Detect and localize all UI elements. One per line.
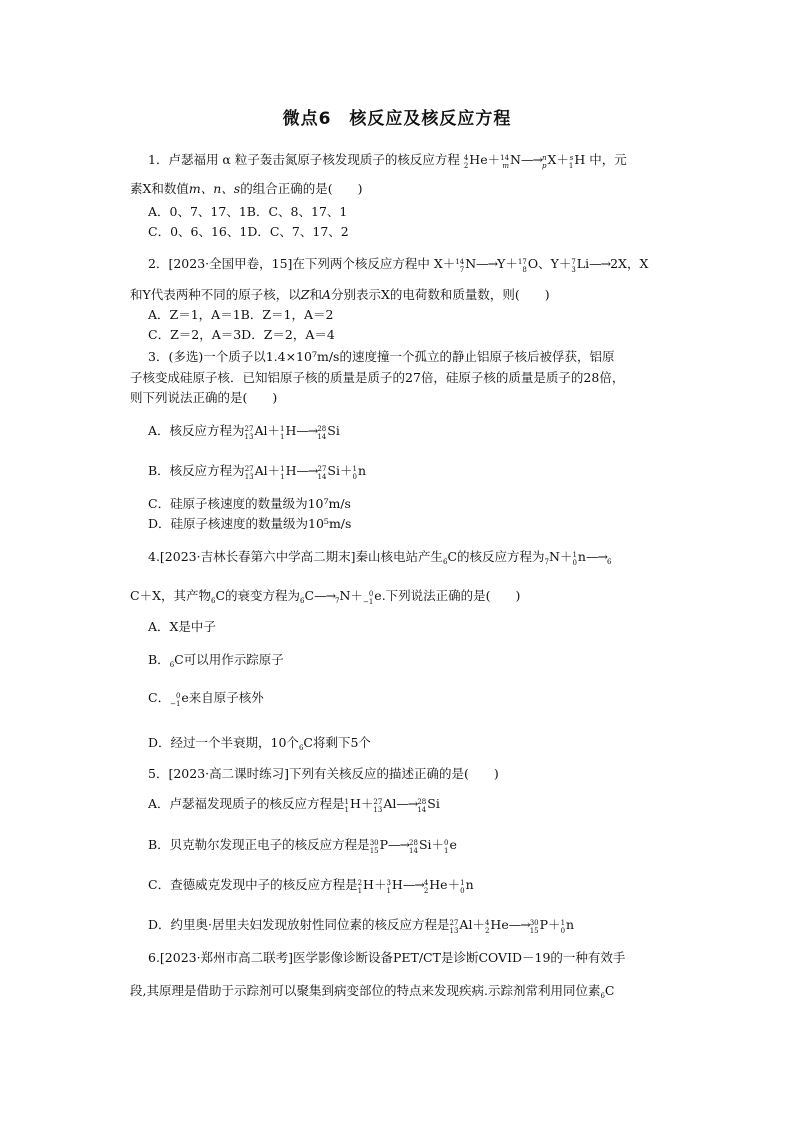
q2-stem-line1: 2．[2023·全国甲卷，15]在下列两个核反应方程中 X＋ 14 7 N—→Y＋ 17 8 O、Y＋ 7 3 Li—→2X，X [148, 256, 649, 274]
q5-option-c: C．查德威克发现中子的核反应方程是 2 1 H＋ 3 1 H—→ 4 2 He＋ 1 0 n [148, 877, 474, 895]
q1-stem-line1: 1．卢瑟福用 α 粒子轰击氮原子核发现质子的核反应方程 4 2 He＋ 14 m N—→ n p X＋ s 1 H 中，元 [148, 152, 627, 170]
q5-stem: 5．[2023·高二课时练习]下列有关核反应的描述正确的是( ) [148, 766, 499, 781]
q2-equations: X＋ 14 7 N—→Y＋ 17 8 O、Y＋ 7 3 Li—→2X，X [433, 256, 649, 274]
q3-stem-line2: 子核变成硅原子核．已知铝原子核的质量是质子的27倍，硅原子核的质量是质子的28倍， [130, 370, 625, 385]
page-title: 微点6 核反应及核反应方程 [282, 109, 512, 129]
q4-option-b: B．$_6$C可以用作示踪原子 [148, 652, 284, 669]
q1-option-ab: A．0、7、17、1B．C、8、17、1 [148, 204, 348, 219]
q1-option-cd: C．0、6、16、1D．C、7、17、2 [148, 224, 349, 239]
q6-stem-line2: 段,其原理是借助于示踪剂可以聚集到病变部位的特点来发现疾病.示踪剂常利用同位素$_6$C [130, 983, 615, 1000]
q4-stem-line2: C＋X，其产物$_6$C的衰变方程为$_6C—\to_7N+$ 0 −1 e.下列说法正确的是( ) [130, 588, 521, 606]
q6-stem-line1: 6.[2023·郑州市高二联考]医学影像诊断设备PET/CT是诊断COVID－19的一种有效手 [148, 950, 626, 965]
q3-stem-line1: 3．(多选)一个质子以1.4×10⁷m/s的速度撞一个孤立的静止铝原子核后被俘获，铝原 [148, 349, 615, 364]
q4-stem-line1: 4.[2023·吉林长春第六中学高二期末]秦山核电站产生$_6$C的核反应方程为$_7$N＋ 1 0 $n—\to_6$ [148, 549, 612, 567]
q3-option-a: A．核反应方程为 27 13 Al＋ 1 1 H—→ 28 14 Si [148, 423, 340, 441]
q3-stem-line3: 则下列说法正确的是( ) [130, 390, 278, 405]
q1-equation: 4 2 He＋ 14 m N—→ n p X＋ s 1 H [463, 152, 590, 170]
q1-stem-text: 1．卢瑟福用 α 粒子轰击氮原子核发现质子的核反应方程 [148, 152, 460, 167]
q4-option-c: C． 0 −1 e来自原子核外 [148, 690, 264, 708]
q5-option-d: D．约里奥·居里夫妇发现放射性同位素的核反应方程是 27 13 Al＋ 4 2 He—→ 30 15 P＋ 1 0 n [148, 917, 575, 935]
q3-option-c: C．硅原子核速度的数量级为10⁷m/s [148, 496, 351, 511]
q1-stem-line2: 素X和数值m、n、s的组合正确的是( ) [130, 181, 363, 196]
q4-option-d: D．经过一个半衰期，10个$_6$C将剩下5个 [148, 735, 371, 752]
q5-option-b: B．贝克勒尔发现正电子的核反应方程是 30 15 P—→ 28 14 Si＋ 0 1 e [148, 837, 457, 855]
q2-stem-line2: 和Y代表两种不同的原子核，以Z和A分别表示X的电荷数和质量数，则( ) [130, 287, 550, 302]
q2-option-ab: A．Z＝1，A＝1B．Z＝1，A＝2 [148, 307, 334, 322]
q4-option-a: A．X是中子 [148, 619, 216, 634]
q2-option-cd: C．Z＝2，A＝3D．Z＝2，A＝4 [148, 327, 335, 342]
q3-option-b: B．核反应方程为 27 13 Al＋ 1 1 H—→ 27 14 Si＋ 1 0 n [148, 463, 367, 481]
q3-option-d: D．硅原子核速度的数量级为10⁵m/s [148, 516, 352, 531]
q5-option-a: A．卢瑟福发现质子的核反应方程是 1 1 H＋ 27 13 Al—→ 28 14 Si [148, 796, 440, 814]
